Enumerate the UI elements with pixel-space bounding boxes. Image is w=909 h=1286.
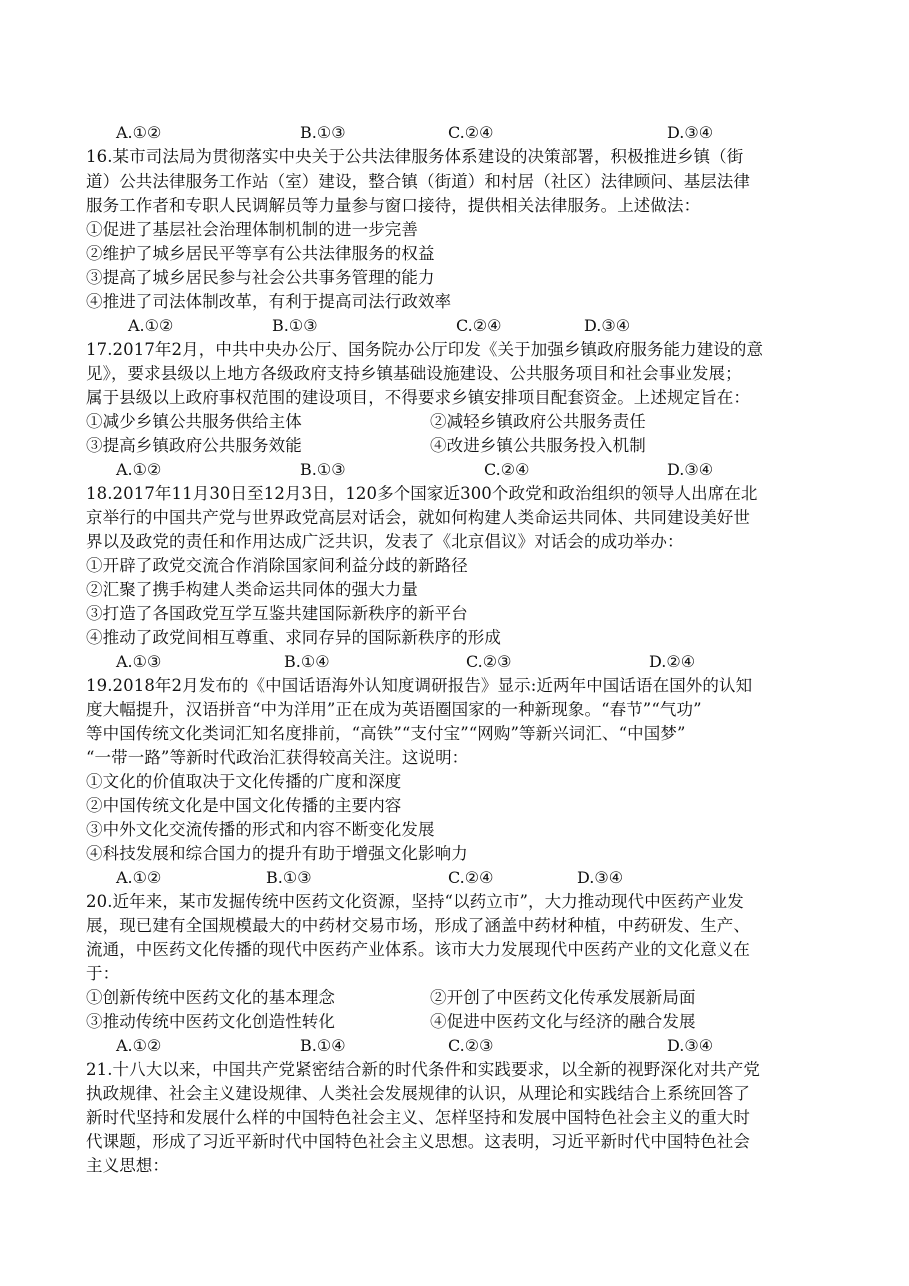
- q20-option-d: D.③④: [667, 1036, 714, 1055]
- q17-option-d: D.③④: [667, 460, 714, 479]
- q20-option-b: B.①④: [300, 1036, 346, 1055]
- q19-option-b: B.①③: [266, 868, 312, 887]
- q17-item-2: ②减轻乡镇政府公共服务责任: [430, 412, 646, 431]
- q17-item-3: ③提高乡镇政府公共服务效能: [86, 436, 302, 455]
- q15-option-a: A.①②: [116, 123, 162, 142]
- q17-stem-line-3: 属于县级以上政府事权范围的建设项目，不得要求乡镇安排项目配套资金。上述规定旨在：: [86, 388, 750, 407]
- q18-stem-line-2: 京举行的中国共产党与世界政党高层对话会，就如何构建人类命运共同体、共同建设美好世: [86, 508, 750, 527]
- q18-option-d: D.②④: [649, 652, 696, 671]
- q19-item-2: ②中国传统文化是中国文化传播的主要内容: [86, 796, 402, 815]
- q16-stem-line-1: 16.某市司法局为贯彻落实中央关于公共法律服务体系建设的决策部署，积极推进乡镇（街: [86, 147, 744, 166]
- q19-option-c: C.②④: [448, 868, 494, 887]
- q18-item-3: ③打造了各国政党互学互鉴共建国际新秩序的新平台: [86, 604, 468, 623]
- q17-option-b: B.①③: [300, 460, 346, 479]
- q18-stem-line-3: 界以及政党的责任和作用达成广泛共识，发表了《北京倡议》对话会的成功举办：: [86, 532, 684, 551]
- q21-stem-line-3: 新时代坚持和发展什么样的中国特色社会主义、怎样坚持和发展中国特色社会主义的重大时: [86, 1108, 750, 1127]
- q18-option-b: B.①④: [284, 652, 330, 671]
- q16-option-d: D.③④: [584, 316, 631, 335]
- q18-item-2: ②汇聚了携手构建人类命运共同体的强大力量: [86, 580, 418, 599]
- q19-stem-line-3: 等中国传统文化类词汇知名度排前，“高铁”“支付宝”“网购”等新兴词汇、“中国梦”: [86, 724, 686, 743]
- q19-option-a: A.①②: [116, 868, 162, 887]
- q20-stem-line-2: 展，现已建有全国规模最大的中药材交易市场，形成了涵盖中药材种植，中药研发、生产、: [86, 916, 750, 935]
- q21-stem-line-4: 代课题，形成了习近平新时代中国特色社会主义思想。这表明，习近平新时代中国特色社会: [86, 1132, 750, 1151]
- q17-option-a: A.①②: [116, 460, 162, 479]
- q20-item-4: ④促进中医药文化与经济的融合发展: [430, 1012, 696, 1031]
- q15-option-b: B.①③: [300, 123, 346, 142]
- q20-option-c: C.②③: [448, 1036, 494, 1055]
- q17-option-c: C.②④: [484, 460, 530, 479]
- q20-item-1: ①创新传统中医药文化的基本理念: [86, 988, 335, 1007]
- q16-option-a: A.①②: [128, 316, 174, 335]
- q19-stem-line-1: 19.2018年2月发布的《中国话语海外认知度调研报告》显示:近两年中国话语在国外的认知: [86, 676, 753, 695]
- q20-stem-line-3: 流通，中医药文化传播的现代中医药产业体系。该市大力发展现代中医药产业的文化意义在: [86, 940, 750, 959]
- q18-stem-line-1: 18.2017年11月30日至12月3日，120多个国家近300个政党和政治组织的领导人出席在北: [86, 484, 758, 503]
- q16-item-2: ②维护了城乡居民平等享有公共法律服务的权益: [86, 244, 435, 263]
- q18-item-1: ①开辟了政党交流合作消除国家间利益分歧的新路径: [86, 556, 468, 575]
- q20-stem-line-4: 于：: [86, 964, 120, 983]
- q17-stem-line-2: 见》，要求县级以上地方各级政府支持乡镇基础设施建设、公共服务项目和社会事业发展；: [86, 364, 742, 383]
- q19-option-d: D.③④: [577, 868, 624, 887]
- q18-option-a: A.①③: [116, 652, 162, 671]
- q19-item-4: ④科技发展和综合国力的提升有助于增强文化影响力: [86, 844, 468, 863]
- q17-stem-line-1: 17.2017年2月，中共中央办公厅、国务院办公厅印发《关于加强乡镇政府服务能力建设的意: [86, 340, 764, 359]
- q17-item-1: ①减少乡镇公共服务供给主体: [86, 412, 302, 431]
- q18-item-4: ④推动了政党间相互尊重、求同存异的国际新秩序的形成: [86, 628, 501, 647]
- q18-option-c: C.②③: [466, 652, 512, 671]
- q17-item-4: ④改进乡镇公共服务投入机制: [430, 436, 646, 455]
- q19-stem-line-4: “一带一路”等新时代政治汇获得较高关注。这说明：: [86, 748, 469, 767]
- q21-stem-line-5: 主义思想：: [86, 1156, 169, 1175]
- q16-option-c: C.②④: [456, 316, 502, 335]
- q19-item-1: ①文化的价值取决于文化传播的广度和深度: [86, 772, 402, 791]
- q16-item-4: ④推进了司法体制改革，有利于提高司法行政效率: [86, 292, 452, 311]
- q15-option-d: D.③④: [667, 123, 714, 142]
- q20-item-3: ③推动传统中医药文化创造性转化: [86, 1012, 335, 1031]
- q19-stem-line-2: 度大幅提升，汉语拼音“中为洋用”正在成为英语圈国家的一种新现象。“春节”“气功”: [86, 700, 702, 719]
- q16-stem-line-3: 服务工作者和专职人民调解员等力量参与窗口接待，提供相关法律服务。上述做法：: [86, 196, 701, 215]
- q16-option-b: B.①③: [272, 316, 318, 335]
- q21-stem-line-1: 21.十八大以来，中国共产党紧密结合新的时代条件和实践要求，以全新的视野深化对共产党: [86, 1060, 760, 1079]
- q19-item-3: ③中外文化交流传播的形式和内容不断变化发展: [86, 820, 435, 839]
- q16-item-1: ①促进了基层社会治理体制机制的进一步完善: [86, 220, 418, 239]
- q21-stem-line-2: 执政规律、社会主义建设规律、人类社会发展规律的认识，从理论和实践结合上系统回答了: [86, 1084, 750, 1103]
- q16-item-3: ③提高了城乡居民参与社会公共事务管理的能力: [86, 268, 435, 287]
- q20-stem-line-1: 20.近年来，某市发掘传统中医药文化资源，坚持“以药立市”，大力推动现代中医药产业发: [86, 892, 744, 911]
- q15-option-c: C.②④: [448, 123, 494, 142]
- q20-item-2: ②开创了中医药文化传承发展新局面: [430, 988, 696, 1007]
- q20-option-a: A.①②: [116, 1036, 162, 1055]
- q16-stem-line-2: 道）公共法律服务工作站（室）建设，整合镇（街道）和村居（社区）法律顾问、基层法律: [86, 172, 750, 191]
